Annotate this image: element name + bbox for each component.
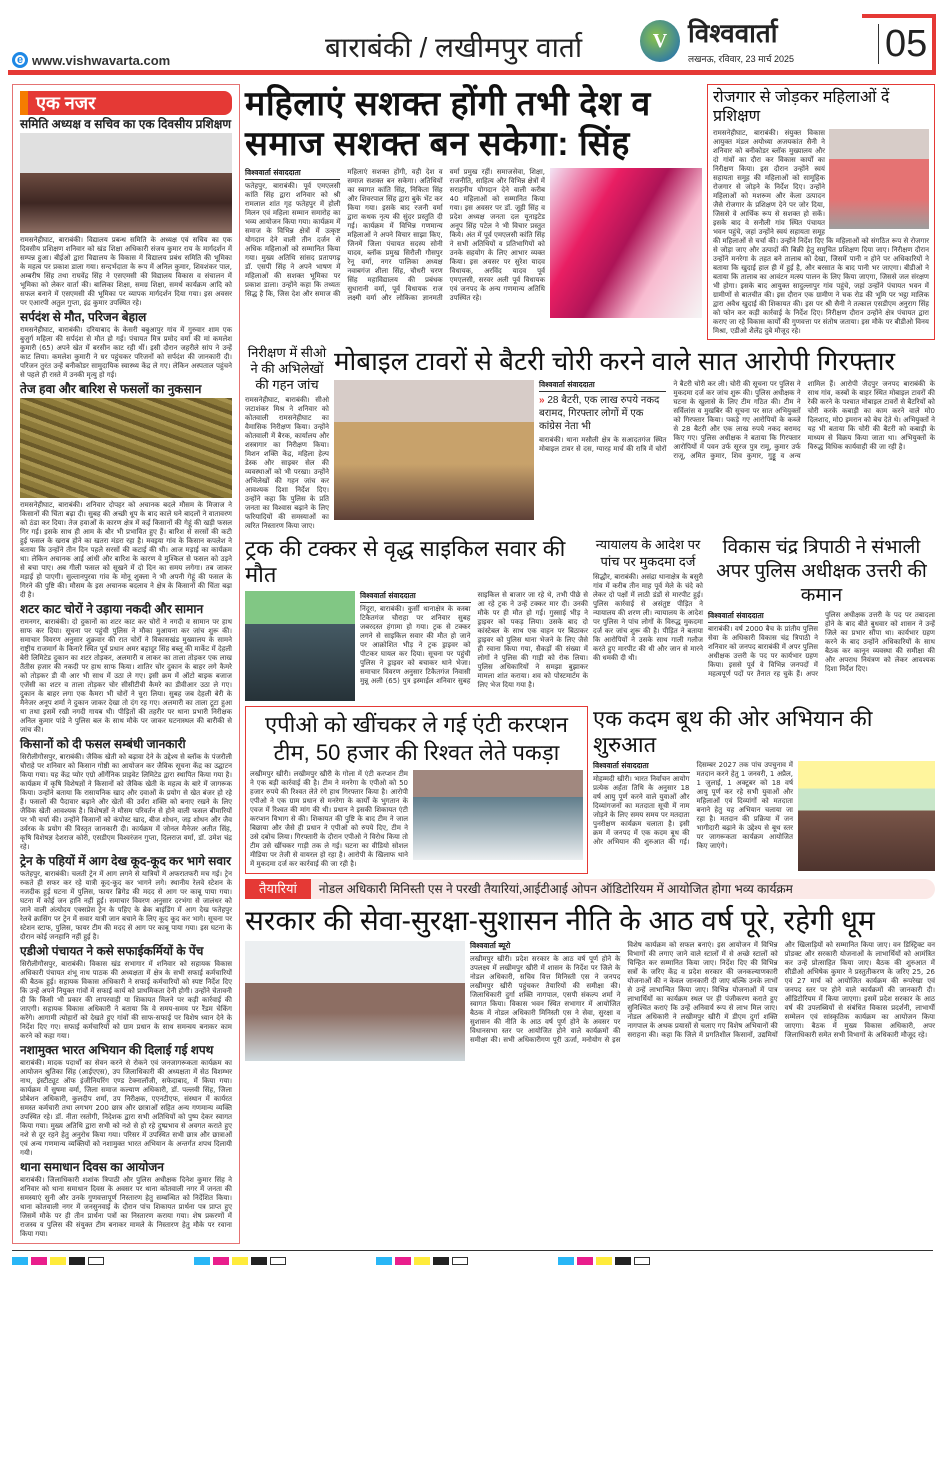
- highlight-text: 28 बैटरी, एक लाख रुपये नकद बरामद, गिरफ्तार लोगों में एक कांग्रेस नेता भी: [539, 395, 660, 432]
- story-body: सिद्धौर, बाराबंकी। असंद्रा थानाक्षेत्र के बसुरी गांव में करीब तीन माह पूर्व मेले के चंदे को लेकर दो पक्षों में लाठी डंडों से मारपीट हुई। पुलिस कार्रवाई से असंतुष्ट पीड़ित ने न्यायालय की शरण ली। न्यायालय के आदेश पर पुलिस ने पांच लोगों के विरुद्ध मुकदमा दर्ज कर जांच शुरू की है। पीड़ित ने बताया कि आरोपियों ने उसके साथ गाली गलौज करते हुए मारपीट की थी और जान से मारने की धमकी दी थी।: [593, 573, 703, 662]
- color-registration-marks: [12, 1257, 104, 1272]
- mobile-story: [334, 345, 935, 520]
- shg-women-photo: [829, 129, 929, 229]
- apo-arrest-photo: [413, 770, 583, 860]
- story-title: निरीक्षण में सीओ ने की अभिलेखों की गहन जांच: [247, 345, 327, 392]
- mobile-text: [539, 380, 935, 461]
- booth-text: [593, 761, 793, 851]
- story-title: एक कदम बूथ की ओर अभियान की शुरुआत: [593, 706, 873, 757]
- story-body: लखीमपुर खीरी। प्रदेश सरकार के आठ वर्ष पूर्ण होने के उपलक्ष्य में लखीमपुर खीरी में शासन के निर्देश पर जिले के नोडल अधिकारी, सचिव वित्त मिनिस्ती एस ने जनपद लखीमपुर खीरी पहुंचकर तैयारियों की समीक्षा की। जिलाधिकारी दुर्गा शक्ति नागपाल, एसपी संकल्प शर्मा ने स्वागत किया। विकास भवन स्थित सभागार में आयोजित बैठक में नोडल अधिकारी मिनिस्ती एस ने सेवा, सुरक्षा व सुशासन की नीति के आठ वर्ष पूर्ण होने के अवसर पर विधानसभा स्तर पर आयोजित होने वाले कार्यक्रमों की समीक्षा की। सभी अधिकारीगण पूरी ऊर्जा, मनोयोग से इस विशेष कार्यक्रम को सफल बनाएं। इस आयोजन में विभिन्न विभागों की लगाए जाने वाले स्टालों में से अच्छे स्टालों को चिन्हित कर सम्मानित किया जाए। निर्देश दिए की विभिन्न सत्रों के जरिए केंद्र व प्रदेश सरकार की जनकल्याणकारी योजनाओं की न केवल जानकारी दी जाए बल्कि उनके लाभों से उन्हें लाभान्वित किया जाए। विभिन्न योजनाओं में पात्र लाभार्थियों का कार्यक्रम स्थल पर ही पंजीकरण कराते हुए सुनिश्चित कराएं कि उन्हें अनिवार्य रूप से लाभ मिल जाए। नोडल अधिकारी ने लखीमपुर खीरी में डीएम दुर्गा शक्ति नागपाल के अथक प्रयासों से चलाए गए विशेष अभियानों की सराहना की। कहा कि जिले में प्रगतिशील किसानों, उद्यमियों और खिलाड़ियों को सम्मानित किया जाए। वन डिस्ट्रिक्ट वन प्रोडक्ट और सरकारी योजनाओं के लाभार्थियों को आमंत्रित कर उन्हें प्रोत्साहित किया जाए। बैठक की शुरुआत में सीडीओ अभिषेक कुमार ने प्रस्तुतीकरण के जरिए 25, 26 एवं 27 मार्च को आयोजित कार्यक्रम की रूपरेखा एवं जनपद स्तर पर होने वाले कार्यक्रमों की जानकारी दी। ऑडिटोरियम में किया जाएगा। इसमें प्रदेश सरकार के आठ वर्ष की उपलब्धियों से संबंधित विकास प्रदर्शनी, लाभार्थी सम्मेलन एवं सांस्कृतिक कार्यक्रम का आयोजन किया जाएगा। बैठक में मुख्य विकास अधिकारी, अपर जिलाधिकारी समेत सभी विभागों के अधिकारी मौजूद रहे।: [470, 941, 935, 1044]
- prep-text: [470, 941, 935, 1045]
- masthead-brand: विश्ववार्ता: [688, 18, 778, 48]
- vishwavarta-logo-icon: V: [640, 20, 680, 62]
- byline: विश्ववार्ता संवाददाता: [360, 591, 471, 603]
- story-title: ट्रेन के पहियों में आग देख कूद-कूद कर भागे सवार: [20, 854, 232, 868]
- story-body: सिरौलीगौसपुर, बाराबंकी। विकास खंड सभागार में शनिवार को सहायक विकास अधिकारी पंचायत शंभू नाथ पाठक की अध्यक्षता में क्षेत्र के सभी सफाई कर्मचारियों की बैठक हुई। सहायक विकास अधिकारी ने सफाई कर्मचारियों को स्पष्ट निर्देश दिए कि उन्हें अपने नियुक्त गांवों में सफाई कार्य को प्राथमिकता देनी होगी। उन्होंने चेतावनी दी कि किसी भी प्रकार की लापरवाही या शिकायत मिलने पर कड़ी कार्रवाई की जाएगी। सहायक विकास अधिकारी ने बताया कि वे समय-समय पर रैंडम चेकिंग करेंगे। आगामी त्योहारों को देखते हुए गांवों की साफ-सफाई पर विशेष ध्यान देने के निर्देश दिए गए। सफाई कर्मचारियों को ग्राम प्रधान के साथ समन्वय बनाकर काम करने को कहा गया।: [20, 960, 232, 1040]
- story-title: रोजगार से जोड़कर महिलाओं दें प्रशिक्षण: [713, 89, 890, 125]
- story-title: सर्पदंश से मौत, परिजन बेहाल: [20, 310, 147, 324]
- accident-crowd-photo: [245, 591, 355, 701]
- story-title: नशामुक्त भारत अभियान की दिलाई गई शपथ: [20, 1043, 214, 1057]
- byline: विश्ववार्ता संवाददाता: [708, 611, 818, 623]
- booth-campaign-photo: [798, 761, 935, 871]
- color-registration-marks: [376, 1257, 468, 1272]
- vikas-story: [708, 536, 935, 679]
- color-registration-marks: [194, 1257, 286, 1272]
- vikas-body: [708, 611, 935, 679]
- story-title: थाना समाधान दिवस का आयोजन: [20, 1160, 164, 1174]
- story-title: तेज हवा और बारिश से फसलों का नुकसान: [20, 382, 202, 396]
- story-body: बाराबंकी। मादक पदार्थों का सेवन करने से रोकने एवं जनजागरूकता कार्यक्रम का आयोजन श्रुतिका सिंह (आईएएस), उप जिलाधिकारी की अध्यक्षता में सेठ विशम्भर नाथ, इंस्टीट्यूट ऑफ इंजीनियरिंग एण्ड टेक्नालॉजी, सफेदाबाद, में किया गया। कार्यक्रम में सुषमा वर्मा, जिला समाज कल्याण अधिकारी, डॉ. पल्लवी सिंह, जिला प्रोबेशन अधिकारी, कुलदीप शर्मा, उप निरीक्षक, एएनटीएफ, संस्थान में कार्यरत समस्त कर्मचारी तथा लगभग 200 छात्र और छात्राओं सहित अन्य गणमान्य व्यक्ति उपस्थित रहे। डॉ. नीता रस्तोगी, निदेशक द्वारा सभी अतिथियों को पुष्प देकर स्वागत किया गया। मुख्य अतिथि द्वारा सभी को नशे से हो रहे दुष्प्रभाव से अवगत कराते हुए नशे से दूर रहने हेतु अनुरोध किया गया। परिसर में उपस्थित सभी छात्र और छात्राओं एवं अन्य गणमान्य व्यक्तियों को नशामुक्त भारत अभियान के अन्तर्गत शपथ दिलायी गयी।: [20, 1059, 232, 1157]
- preparations-banner: [245, 879, 935, 899]
- row-truck: [245, 536, 935, 701]
- review-meeting-photo: [245, 941, 465, 1061]
- story-title: एपीओ को खींचकर ले गई एंटी करप्शन टीम, 50 हजार की रिश्वत लेते पकड़ा: [264, 712, 569, 765]
- byline: विश्ववार्ता संवाददाता: [245, 168, 340, 180]
- color-registration-marks: [558, 1257, 650, 1272]
- story-title: किसानों को दी फसल सम्बंधी जानकारी: [20, 737, 186, 751]
- dateline: लखनऊ, रविवार, 23 मार्च 2025: [688, 54, 795, 64]
- story-title: सरकार की सेवा-सुरक्षा-सुशासन नीति के आठ वर्ष पूरे, रहेगी धूम: [245, 905, 875, 936]
- booth-story: [593, 706, 935, 871]
- lead-text: [245, 168, 545, 303]
- highlight-quote: [539, 394, 666, 433]
- lead-story: [245, 84, 702, 318]
- story-body: मोहम्मदी खीरी। भारत निर्वाचन आयोग प्रत्येक अर्हता तिथि के अनुसार 18 वर्ष आयु पूर्ण करने वाले युवाओं और दिव्यांगजनों का मतदाता सूची में नाम जोड़ने के लिए समय समय पर मतदाता पुनरीक्षण कार्यक्रम चलाता है। इसी क्रम में जनपद में एक कदम बूथ की ओर अभियान की शुरुआत की गई। दिसम्बर 2027 तक पांच उपचुनाव में मतदान करने हेतु 1 जनवरी, 1 अप्रैल, 1 जुलाई, 1 अक्टूबर को 18 वर्ष आयु पूर्ण कर रहे सभी युवाओं और महिलाओं एवं दिव्यांगों को मतदाता बनाने हेतु यह अभियान चलाया जा रहा है। मतदान की प्रक्रिया में जन भागीदारी बढ़ाने के उद्देश्य से बूथ स्तर पर जागरूकता कार्यक्रम आयोजित किए जाएंगे।: [593, 761, 793, 850]
- story-title: विकास चंद्र त्रिपाठी ने संभाली अपर पुलिस अधीक्षक उत्तरी की कमान: [716, 537, 927, 606]
- row-acb: [245, 706, 935, 874]
- story-body: बाराबंकी। जिलाधिकारी शशांक त्रिपाठी और पुलिस अधीक्षक दिनेश कुमार सिंह ने शनिवार को थाना समाधान दिवस के अवसर पर थाना कोतवाली नगर में जनता की समस्याएं सुनी और उनके गुणवत्तापूर्ण निस्तारण हेतु सम्बन्धित को निर्देशित किया। थाना कोतवाली नगर में जनसुनवाई के दौरान पांच शिकायत प्रार्थना पत्र प्राप्त हुए जिसमें मौके पर ही तीन प्रार्थना पत्रों का निस्तारण कराया गया। शेष प्रकरणों में राजस्व व पुलिस की संयुक्त टीम बनाकर मामले के निस्तारण हेतु मौके पर रवाना किया गया।: [20, 1176, 232, 1238]
- court-order-story: [593, 536, 703, 663]
- section-title: बाराबंकी / लखीमपुर वार्ता: [325, 32, 583, 63]
- main-stories-area: [245, 84, 935, 1061]
- story-body: निंदूरा, बाराबंकी। कुर्सी थानाक्षेत्र के कस्बा टिकैतगंज चौराहा पर शनिवार सुबह जबरदस्त हंगामा हो गया। ट्रक से टक्कर लगने से साइकिल सवार की मौत हो जाने पर आक्रोशित भीड़ ने ट्रक ड्राइवर को पीटकर घायल कर दिया। सूचना पर पहुंची पुलिस ने ड्राइवर को बचाकर थाने भेजा। समाचार विवरण अनुसार टिकैतगंज निवासी मुन्नू अली (65) पुत्र इस्माईल शनिवार सुबह साइकिल से बाजार जा रहे थे, तभी पीछे से आ रहे ट्रक ने उन्हें टक्कर मार दी। उनकी मौके पर ही मौत हो गई। गुस्साई भीड़ ने ड्राइवर को पकड़ लिया। उसके बाद दो कांस्टेबल के साथ एक वाहन पर बिठाकर ड्राइवर को पुलिस थाना भेजने के लिए जैसे ही रवाना किया गया, सैकड़ों की संख्या में लोगों ने पुलिस की गाड़ी को रोक लिया। पुलिस अधिकारियों ने समझा बुझाकर मामला शांत कराया। शव को पोस्टमार्टम के लिए भेज दिया गया है।: [360, 591, 588, 689]
- anti-corruption-box: [245, 706, 588, 874]
- story-title: एडीओ पंचायत ने कसे सफाईकर्मियों के पेंच: [20, 944, 204, 958]
- prep-story: [245, 904, 935, 1061]
- byline: विश्ववार्ता संवाददाता: [593, 761, 690, 773]
- story-body: रामसनेहीघाट, बाराबंकी। सीओ जटाशंकर मिश्र ने शनिवार को कोतवाली रामसनेहीघाट का वैमासिक निरीक्षण किया। उन्होंने कोतवाली में बैरक, कार्यालय और शस्त्रागार का निरीक्षण किया। मिशन शक्ति केंद्र, महिला हेल्प डेस्क और साइबर सेल की व्यवस्थाओं को भी परखा। उन्होंने अभिलेखों की गहन जांच कर आवश्यक दिशा निर्देश दिए। उन्होंने कहा कि पुलिस के प्रति जनता का विश्वास बढ़ाने के लिए फरियादियों की समस्याओं का त्वरित निस्तारण किया जाए।: [245, 396, 329, 530]
- story-title: समिति अध्यक्ष व सचिव का एक दिवसीय प्रशिक्षण: [20, 117, 231, 131]
- row-mobile: [245, 345, 935, 531]
- header-divider: [8, 70, 936, 75]
- story-body: बाराबंकी। वर्ष 2000 बैच के प्रांतीय पुलिस सेवा के अधिकारी विकास चंद्र त्रिपाठी ने शनिवार को जनपद बाराबंकी में अपर पुलिस अधीक्षक उत्तरी के पद पर कार्यभार ग्रहण किया। इससे पूर्व वे विभिन्न जनपदों में महत्वपूर्ण पदों पर तैनात रह चुके हैं। अपर पुलिस अधीक्षक उत्तरी के पद पर तबादला होने के बाद बीते बुधवार को शासन ने उन्हें जिले का प्रभार सौंपा था। कार्यभार ग्रहण करने के बाद उन्होंने अधिकारियों के साथ बैठक कर कानून व्यवस्था की समीक्षा की और अपराध नियंत्रण को लेकर आवश्यक दिशा निर्देश दिए।: [708, 611, 935, 678]
- ek-nazar-label: एक नजर: [20, 91, 232, 115]
- women-felicitation-photo: [550, 168, 702, 318]
- masthead: [0, 0, 945, 84]
- story-body: लखीमपुर खीरी। लखीमपुर खीरी के गोला में एंटी करप्शन टीम ने एक बड़ी कार्रवाई की है। टीम ने मनरेगा के एपीओ को 50 हजार रुपये की रिश्वत लेते रंगे हाथ गिरफ्तार किया है। आरोपी एपीओ ने एक ग्राम प्रधान से मनरेगा के कार्यों के भुगतान के एवज में रिश्वत की मांग की थी। प्रधान ने इसकी शिकायत एंटी करप्शन विभाग से की। शिकायत की पुष्टि के बाद टीम ने जाल बिछाया और जैसे ही प्रधान ने एपीओ को रुपये दिए, टीम ने उसे दबोच लिया। गिरफ्तारी के दौरान एपीओ ने विरोध किया तो टीम उसे खींचकर गाड़ी तक ले गई। घटना का वीडियो सोशल मीडिया पर तेजी से वायरल हो रहा है। आरोपी के खिलाफ थाने में मुकदमा दर्ज कर कार्रवाई की जा रही है।: [250, 770, 408, 868]
- story-title: ट्रक की टक्कर से वृद्ध साइकिल सवार की मौत: [245, 536, 566, 587]
- story-title: शटर काट चोरों ने उड़ाया नकदी और सामान: [20, 602, 204, 616]
- rozgar-box: [707, 84, 935, 340]
- truck-story: [245, 536, 588, 701]
- lead-body: फतेहपुर, बाराबंकी। पूर्व एमएलसी कांति सिंह द्वारा शनिवार को श्री रामलाल शांत गृह फतेहपुर में होली मिलन एवं महिला सम्मान समारोह का भव्य आयोजन किया गया। कार्यक्रम में समाज के विभिन्न क्षेत्रों में उत्कृष्ट योगदान देने वाली तीन दर्जन से अधिक महिलाओं को सम्मानित किया गया। मुख्य अतिथि सांसद प्रतापगढ़ डॉ. एसपी सिंह ने अपने भाषण में महिलाओं की सशक्त भूमिका पर प्रकाश डाला। उन्होंने कहा कि तथ्यतः सिद्ध है कि, जिस देश और समाज की महिलाएं सशक्त होंगी, वही देश व समाज सशक्त बन सकेगा। अतिथियों का स्वागत कांति सिंह, निकिता सिंह और शिवरपाल सिंह द्वारा बुके भेंट कर किया गया। इसके बाद रजनी वर्मा द्वारा कथक नृत्य की सुंदर प्रस्तुति दी गई। कार्यक्रम में विभिन्न गणमान्य महिलाओं ने अपने विचार साझा किए, जिनमें जिला पंचायत सदस्य सोनी यादव, ब्लॉक प्रमुख सिरौली गौसपुर रेनू वर्मा, नगर पालिका अध्यक्ष नवाबगंज शीला सिंह, चौधरी चरण सिंह महाविद्यालय की प्रबंधक सुधारानी वर्मा, पूर्व विधायक राज लक्ष्मी वर्मा और लोकिका ज्ञानमती वर्मा प्रमुख रहीं। समाजसेवा, शिक्षा, राजनीति, साहित्य और विभिन्न क्षेत्रों में सराहनीय योगदान देने वाली करीब 40 महिलाओं को सम्मानित किया गया। इस अवसर पर डॉ. जूही सिंह व प्रदेश अध्यक्ष जनता दल यूनाइटेड अनूप सिंह पटेल ने भी विचार प्रस्तुत किये। अंत में पूर्व एमएलसी कांति सिंह ने सभी अतिथियों व प्रतिभागियों को उनके सहयोग के लिए आभार व्यक्त किया। इस अवसर पर सुरेश यादव विधायक, अरविंद यादव पूर्व एमएलसी, सरवर अली पूर्व विधायक एवं जनपद के अन्य गणमान्य अतिथि उपस्थित रहे।: [245, 168, 545, 302]
- story-title: मोबाइल टावरों से बैटरी चोरी करने वाले सात आरोपी गिरफ्तार: [334, 346, 896, 376]
- story-body: रामनगर, बाराबंकी। दो दुकानों का शटर काट कर चोरों ने नगदी व सामान पर हाथ साफ कर दिया। सूचना पर पहुंची पुलिस ने मौका मुआयना कर जांच शुरू की। समाचार विवरण अनुसार शुक्रवार की रात चोरों ने विकासखंड मुख्यालय के सामने राष्ट्रीय राजमार्ग के किनारे स्थित पूर्व प्रधान अमर बहादुर सिंह बब्लू की मार्केट में देहली बेरी लिमिटेड दुकान का शटर तोड़कर, अलमारी व लाकर का ताला तोड़कर एक लाख तैंतीस हजार की नकदी पर हाथ साफ किया। शातिर चोर दुकान के बाहर लगे कैमरे को तोड़कर डी वी आर भी साथ में उठा ले गए। इसी क्रम में ऑटो बाइक बजाज एजेंसी का शटर व ताला तोड़कर चोर सीसीटीवी कैमरे का डीवीआर उठा ले गए। दुकान के बाहर लगा एक कैमरा भी चोरों ने चुरा लिया। सुबह जब देहली बेरी के मैनेजर अनूप शर्मा ने दुकान जाकर देखा तो दंग रह गए। अलमारी का ताला टूटा हुआ था तथा इसमें रखी नगदी गायब थी। पीड़ितों की तहरीर पर थाना प्रभारी निरीक्षक अनिल कुमार पांडे ने पुलिस बल के साथ मौके पर जाकर घटनास्थल की बारीकी से जांच की।: [20, 618, 232, 734]
- story-body: फतेहपुर, बाराबंकी। चलती ट्रेन में आग लगने से यात्रियों में अफरातफरी मच गई। ट्रेन रुकते ही सफर कर रहे यात्री कूद-कूद कर भागने लगे। स्थानीय रेलवे स्टेशन के नजदीक हुई घटना में पुलिस, फायर ब्रिगेड की मदद से आग पर काबू पाया गया। घटना में कोई जन हानि नहीं हुई। समाचार विवरण अनुसार दरभंगा से जालंधर को जाने वाली अंत्योदय एक्सप्रेस ट्रेन के पहिए के ब्रेक बाइंडिंग में आग देख फतेहपुर रेलवे क्रासिंग पर ट्रेन में सवार यात्री जान बचाने के लिए कूद कूद कर भागे। सूचना पर स्टेशन स्टाफ, पुलिस, फायर टीम की मदद से आग पर काबू पाया गया। इस घटना के दौरान कोई जनहानि नहीं हुई है।: [20, 870, 232, 941]
- truck-text: [360, 591, 588, 690]
- story-body: रामसनेहीघाट, बाराबंकी। शनिवार दोपहर को अचानक बदले मौसम के मिजाज ने किसानों की चिंता बढ़ा दी। सुबह की अच्छी धूप के बाद काले घने बादलों ने वातावरण को ठंडा कर दिया। तेज हवाओं के कारण क्षेत्र में कई किसानों की गेहूं की खड़ी फसल गिर गई। इसके साथ ही आम के बौर भी प्रभावित हुए हैं। बारिश से सरसों की कटी हुई फसल के खराब होने का खतरा मंडरा रहा है। मवइया गांव के किसान कपलेश ने बताया कि उन्होंने तीन दिन पहले सरसों की कटाई की थी। आज मड़ाई का कार्यक्रम था। लेकिन अचानक आई आंधी और बारिश के कारण वे मुश्किल से फसल को उड़ने से बचा पाए। अब गीली फसल को सूखने में दो दिन का समय लगेगा। तब जाकर मड़ाई हो पाएगी। सुल्तानपुरवा गांव के मोनू शुक्ला ने भी अपनी गेहूं की फसल के गिरने की पुष्टि की। मौसम के इस अचानक बदलाव ने क्षेत्र के किसानों की चिंता बढ़ा दी है।: [20, 501, 232, 599]
- banner-headline: नोडल अधिकारी मिनिस्ती एस ने परखी तैयारियां,आईटीआई ओपन ऑडिटोरियम में आयोजित होगा भव्य कार्यक्रम: [318, 882, 793, 896]
- story-body: रामसनेहीघाट, बाराबंकी। संयुक्त विकास आयुक्त मंडल अयोध्या अजयकांत सैनी ने शनिवार को बनीकोडर ब्लॉक मुख्यालय और दो गांवों का दौरा कर विकास कार्यों का निरीक्षण किया। इस दौरान उन्होंने स्वयं सहायता समूह की महिलाओं को सामूहिक रोजगार से जोड़ने के निर्देश दिए। उन्होंने महिलाओं को मशरूम और केला उत्पादन जैसे रोजगार के प्रशिक्षण देने पर जोर दिया, जिससे वे आर्थिक रूप से सशक्त हो सकें। इसके बाद वे सनौली गांव स्थित पंचायत भवन पहुंचे, जहां उन्होंने स्वयं सहायता समूह की महिलाओं से चर्चा की। उन्होंने निर्देश दिए कि महिलाओं को संगठित रूप से रोजगार से जोड़ा जाए और उत्पादों की बिक्री हेतु समुचित प्रशिक्षण दिया जाए। निरीक्षण दौरान उन्होंने मनरेगा के तहत बने तालाब को देखा, जिसमें पानी न होने पर अधिकारियों ने बताया कि खुदाई हाल ही में हुई है, और बरसात के बाद पानी भर जाएगा। बीडीओ ने बताया कि तालाब का आवंटन मत्स्य पालन के लिए किया जाएगा, जिससे जल संरक्षण भी होगा। इसके बाद आयुक्त सादुल्लापुर गांव पहुंचे, जहां उन्होंने पंचायत भवन में ग्रामीणों से बातचीत की। इस दौरान एक ग्रामीण ने चक रोड की भूमि पर भट्ठा मालिक द्वारा अवैध खुदाई की शिकायत की। इस पर श्री सैनी ने तत्काल एसडीएम अनुराग सिंह को फोन कर कड़ी कार्रवाई के निर्देश दिए। निरीक्षण दौरान उन्होंने क्षेत्र पंचायत द्वारा कराए जा रहे विकास कार्यों की गुणवत्ता पर संतोष जताया। इस मौके पर बीडीओ विनय मिश्रा, एडीओ शैलेंद्र दुबे मौजूद रहे।: [713, 129, 929, 335]
- ek-nazar-column: [12, 84, 240, 1244]
- page-body: [0, 84, 945, 1244]
- story-body: रामसनेहीघाट, बाराबंकी। दरियाबाद के केसरी बबुआपुर गांव में गुरुवार शाम एक बुजुर्ग महिला की सर्पदंश से मौत हो गई। पंचायत मित्र प्रमोद वर्मा की मां कमलेश कुमारी (65) अपने खेत में बरसीन काट रही थीं। इसी दौरान जहरीले सांप ने उन्हें काट लिया। कमलेश कुमारी ने घर पहुंचकर परिजनों को सर्पदंश की जानकारी दी। परिजन तुरंत उन्हें बनीकोडर सामुदायिक स्वास्थ्य केंद्र ले गए। लेकिन अस्पताल पहुंचने से पहले ही रास्ते में उनकी मृत्यु हो गई।: [20, 326, 232, 379]
- co-inspection-story: [245, 345, 329, 531]
- footer-rule: [12, 1250, 933, 1272]
- chevron-icon: »: [539, 395, 548, 406]
- byline: विश्ववार्ता ब्यूरो: [470, 941, 620, 953]
- training-photo: [20, 133, 232, 233]
- crop-damage-photo: [20, 398, 232, 498]
- arrested-accused-photo: [334, 380, 534, 520]
- story-title: न्यायालय के आदेश पर पांच पर मुकदमा दर्ज: [595, 537, 701, 569]
- byline: विश्ववार्ता संवाददाता: [539, 380, 666, 392]
- browser-icon: e: [12, 52, 28, 68]
- story-body: सिरौलीगौसपुर, बाराबंकी। जैविक खेती को बढ़ावा देने के उद्देश्य से ब्लॉक के पंजरौली चौराहे पर शनिवार को किसान गोष्ठी का आयोजन कर जैविक सूचना केंद्र का उद्घाटन किया गया। यह केंद्र प्योर एग्रो ऑर्गेनिक प्राइवेट लिमिटेड द्वारा स्थापित किया गया है। कार्यक्रम में कृषि विशेषज्ञों ने किसानों को जैविक खेती के महत्व के बारे में जागरूक किया। उन्होंने बताया कि रासायनिक खाद और दवाओं के प्रयोग से खेत बंजर हो रहे हैं। फसलों की पैदावार बढ़ाने और खेतों की उर्वरा शक्ति को बनाए रखने के लिए जैविक खेती आवश्यक है। विशेषज्ञों ने मौसम परिवर्तन से होने वाली फसल बीमारियों पर भी चर्चा की। उन्होंने किसानों को कंपोस्ट खाद, बीज शोधन, जड़ शोधन और जैव उर्वरक के प्रयोग की विस्तृत जानकारी दी। कार्यक्रम में जोनल मैनेजर अतीत सिंह, कृषि विशेषज्ञ देशराज कोरी, एसडीएम विश्वरंजन गुप्ता, दिलराज वर्मा, डॉ. उमेश चंद्र रहे।: [20, 753, 232, 851]
- story-body: रामसनेहीघाट, बाराबंकी। विद्यालय प्रबन्ध समिति के अध्यक्ष एवं सचिव का एक दिवसीय प्रशिक्षण शनिवार को खंड शिक्षा अधिकारी संजय कुमार राय के मार्गदर्शन में सम्पन्न हुआ। बीईओ द्वारा विद्यालय के विकास में विद्यालय प्रबंध समिति की भूमिका के महत्व पर प्रकाश डाला गया। सन्दर्भदाता के रूप में अनिल कुमार, शिवशंकर पाल, अम्बरीष सिंह तथा राघवेंद्र सिंह ने एसएमसी की विद्यालय विकास व संचालन में भूमिका को लेकर वार्ता की। बालिका शिक्षा, समग्र शिक्षा, समर्थ कार्यक्रम आदि को सफल बनाने में एसएमसी की भूमिका पर व्यापक मार्गदर्शन दिया गया। इस अवसर पर एआरपी अतुल गुप्ता, इंद्र कुमार उपस्थित रहे।: [20, 236, 232, 307]
- page-number: 05: [878, 24, 927, 64]
- story-body: बाराबंकी। थाना मसौली क्षेत्र के सआदतगंज स्थित मोबाइल टावर से दस, ग्यारह मार्च की रात्रि में चोरों ने बैटरी चोरी कर ली। चोरी की सूचना पर पुलिस ने मुकदमा दर्ज कर जांच शुरू की। पुलिस अधीक्षक ने घटना के खुलासे के लिए टीम गठित की। टीम ने सर्विलांस व मुखबिर की सूचना पर सात अभियुक्तों को गिरफ्तार किया। पकड़े गए आरोपियों के कब्जे से 28 बैटरी और एक लाख रुपये नकद बरामद किए गए। पुलिस अधीक्षक ने बताया कि गिरफ्तार आरोपियों में पवन उर्फ सूरज पुत्र रामू, कुमार उर्फ राजू, अमित कुमार, शिव कुमार, गुड्डू व अन्य शामिल हैं। आरोपी जैदपुर जनपद बाराबंकी के साथ गांव, कस्बों के बाहर स्थित मोबाइल टावरों की रेकी करने के पश्चात मोबाइल टावरों से बैटरियों को चोरी करके कबाड़ी का काम करने वाले मो0 दिलशाद, मो0 इमरान को बेच देते थे। अभियुक्तों ने यह भी बताया कि चोरी की बैटरी को कबाड़ी के माध्यम से विक्रय किया जाता था। अभियुक्तों के विरुद्ध विधिक कार्यवाही की जा रही है।: [539, 380, 935, 460]
- website-url[interactable]: e www.vishwavarta.com: [12, 52, 170, 68]
- banner-tag: तैयारियां: [245, 879, 311, 899]
- row-lead: [245, 84, 935, 340]
- lead-headline: महिलाएं सशक्त होंगी तभी देश व समाज सशक्त बन सकेगा: सिंह: [245, 85, 651, 163]
